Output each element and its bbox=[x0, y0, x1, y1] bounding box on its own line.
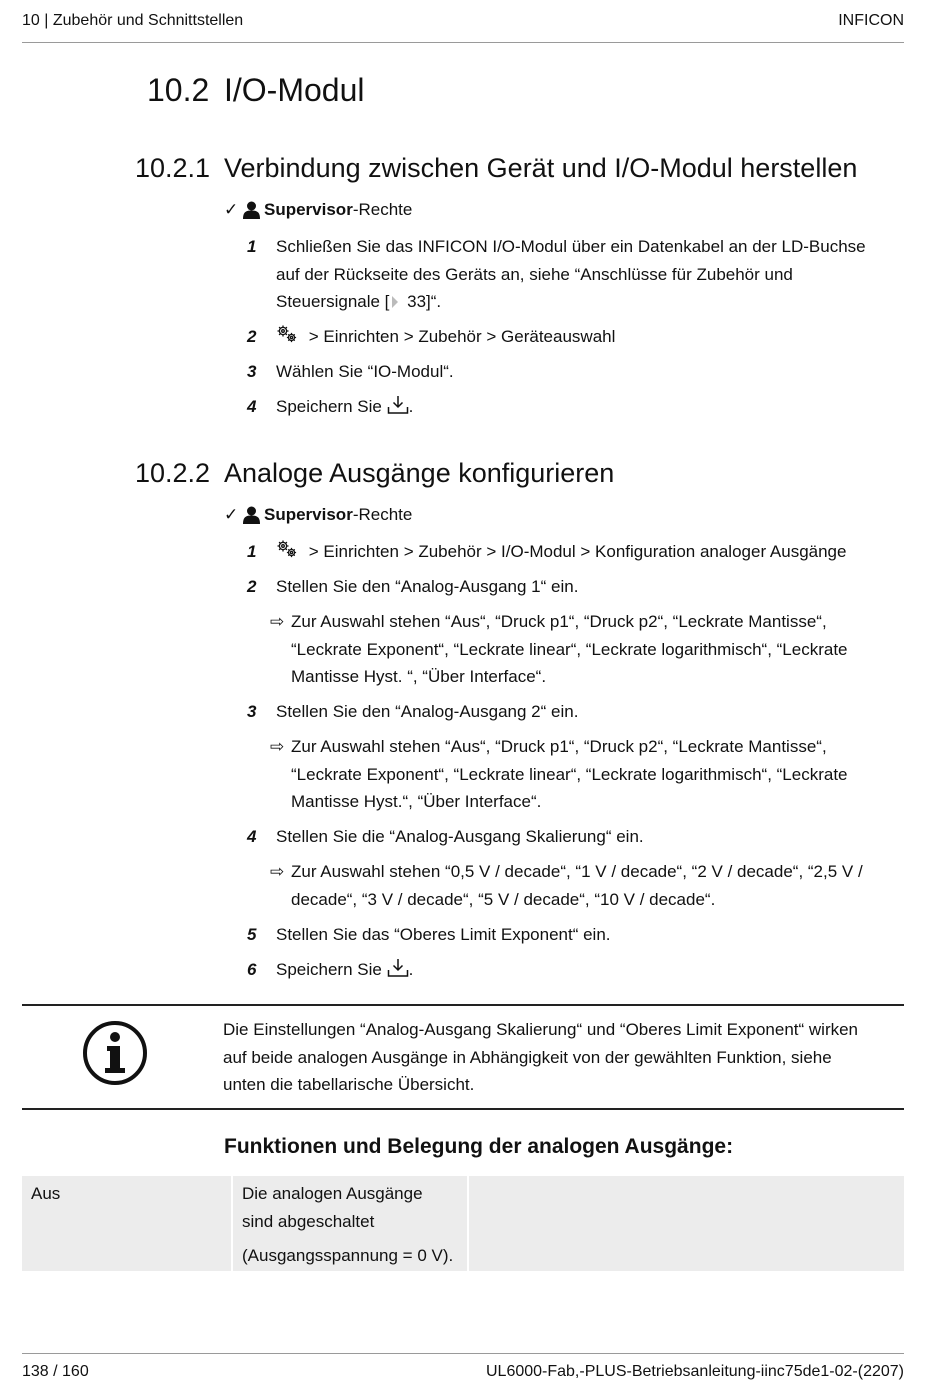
step-number: 4 bbox=[247, 397, 257, 416]
result-arrow-icon: ⇨ bbox=[270, 862, 285, 881]
section-number: 10.2 bbox=[147, 72, 210, 108]
cell-text-line: Die analogen Ausgänge bbox=[242, 1184, 423, 1203]
step-text bbox=[276, 393, 902, 421]
header-chapter: 10 | Zubehör und Schnittstellen bbox=[22, 12, 244, 29]
step-number: 1 bbox=[247, 237, 257, 256]
result-text-line: Mantisse Hyst. “, “Über Interface“. bbox=[291, 667, 547, 686]
header-brand: INFICON bbox=[838, 12, 904, 29]
step-text-line: Steuersignale [ bbox=[276, 292, 390, 311]
info-note bbox=[22, 1004, 904, 1110]
table-cell-function: Aus bbox=[22, 1176, 231, 1271]
step-text-line: auf der Rückseite des Geräts an, siehe “Anschlüsse für Zubehör und bbox=[276, 264, 793, 284]
requirement-line bbox=[224, 200, 412, 220]
step-number: 5 bbox=[247, 925, 257, 944]
step-text: Stellen Sie die “Analog-Ausgang Skalierung“ ein. bbox=[276, 827, 644, 846]
role-name: Supervisor bbox=[264, 505, 353, 524]
step-text: Stellen Sie den “Analog-Ausgang 2“ ein. bbox=[276, 702, 579, 721]
result-item bbox=[270, 858, 902, 913]
step-item bbox=[247, 393, 902, 421]
step-text: Stellen Sie das “Oberes Limit Exponent“ ein. bbox=[276, 925, 611, 944]
step-item bbox=[247, 323, 902, 351]
result-text-line: Mantisse Hyst.“, “Über Interface“. bbox=[291, 792, 542, 811]
user-icon bbox=[243, 201, 260, 219]
result-text-line: Zur Auswahl stehen “0,5 V / decade“, “1 V / decade“, “2 V / decade“, “2,5 V / bbox=[291, 862, 863, 881]
settings-gear-icon bbox=[276, 539, 298, 559]
table-title: Funktionen und Belegung der analogen Ausgänge: bbox=[224, 1135, 734, 1158]
info-icon bbox=[82, 1020, 148, 1086]
settings-gear-icon bbox=[276, 324, 298, 344]
step-item bbox=[247, 233, 902, 316]
document-id: UL6000-Fab,-PLUS-Betriebsanleitung-iinc75de1-02-(2207) bbox=[485, 1363, 904, 1380]
section-heading bbox=[147, 72, 364, 109]
checkmark-icon: ✓ bbox=[224, 505, 239, 524]
step-text bbox=[276, 233, 902, 316]
step-number: 2 bbox=[247, 327, 257, 346]
page-header bbox=[22, 12, 904, 43]
result-text-line: “Leckrate Exponent“, “Leckrate linear“, “Leckrate logarithmisch“, “Leckrate bbox=[291, 639, 848, 659]
note-text bbox=[223, 1016, 891, 1099]
menu-path: > Einrichten > Zubehör > I/O-Modul > Konfiguration analoger Ausgänge bbox=[304, 542, 847, 561]
step-item bbox=[247, 921, 902, 949]
save-download-icon bbox=[387, 958, 409, 978]
step-item bbox=[247, 823, 902, 851]
step-item bbox=[247, 538, 902, 566]
step-number: 3 bbox=[247, 362, 257, 381]
subsection-title: Verbindung zwischen Gerät und I/O-Modul herstellen bbox=[224, 153, 858, 183]
subsection-number: 10.2.2 bbox=[135, 458, 211, 488]
table-cell-description bbox=[233, 1176, 467, 1271]
result-text-line: “Leckrate Exponent“, “Leckrate linear“, “Leckrate logarithmisch“, “Leckrate bbox=[291, 764, 848, 784]
page-number: 138 / 160 bbox=[22, 1363, 89, 1380]
result-item bbox=[270, 608, 902, 691]
step-number: 6 bbox=[247, 960, 257, 979]
step-text-end: . bbox=[408, 960, 414, 979]
table-row bbox=[22, 1176, 904, 1271]
menu-path: > Einrichten > Zubehör > Geräteauswahl bbox=[304, 327, 616, 346]
step-text bbox=[276, 538, 902, 566]
subsection-heading-1 bbox=[135, 153, 857, 184]
step-text: Stellen Sie den “Analog-Ausgang 1“ ein. bbox=[276, 577, 579, 596]
step-number: 4 bbox=[247, 827, 257, 846]
note-text-line: auf beide analogen Ausgänge in Abhängigkeit von der gewählten Funktion, siehe bbox=[223, 1047, 832, 1067]
step-item bbox=[247, 956, 902, 984]
step-item bbox=[247, 698, 902, 726]
user-icon bbox=[243, 506, 260, 524]
page-reference-arrow-icon bbox=[392, 296, 398, 308]
step-text-end: . bbox=[408, 397, 414, 416]
step-text bbox=[276, 956, 902, 984]
step-item bbox=[247, 358, 902, 386]
page-reference-link[interactable]: 33]“. bbox=[402, 292, 442, 311]
step-text bbox=[276, 323, 902, 351]
result-text-line: Zur Auswahl stehen “Aus“, “Druck p1“, “Druck p2“, “Leckrate Mantisse“, bbox=[291, 737, 827, 756]
result-text-line: decade“, “3 V / decade“, “5 V / decade“, “10 V / decade“. bbox=[291, 889, 716, 909]
step-item bbox=[247, 573, 902, 601]
result-text bbox=[291, 858, 902, 913]
step-text-line: Speichern Sie bbox=[276, 397, 387, 416]
result-arrow-icon: ⇨ bbox=[270, 737, 285, 756]
result-text bbox=[291, 608, 902, 691]
role-name: Supervisor bbox=[264, 200, 353, 219]
note-text-line: Die Einstellungen “Analog-Ausgang Skalierung“ und “Oberes Limit Exponent“ wirken bbox=[223, 1020, 859, 1039]
step-text-line: Schließen Sie das INFICON I/O-Modul über ein Datenkabel an der LD-Buchse bbox=[276, 237, 866, 256]
role-suffix: -Rechte bbox=[352, 200, 413, 219]
save-download-icon bbox=[387, 395, 409, 415]
result-text-line: Zur Auswahl stehen “Aus“, “Druck p1“, “Druck p2“, “Leckrate Mantisse“, bbox=[291, 612, 827, 631]
cell-text-line: sind abgeschaltet bbox=[242, 1211, 375, 1231]
subsection-number: 10.2.1 bbox=[135, 153, 211, 183]
note-text-line: unten die tabellarische Übersicht. bbox=[223, 1075, 475, 1094]
table-cell-empty bbox=[469, 1176, 904, 1271]
step-number: 2 bbox=[247, 577, 257, 596]
checkmark-icon: ✓ bbox=[224, 200, 239, 219]
step-text: Wählen Sie “IO-Modul“. bbox=[276, 362, 454, 381]
requirement-line bbox=[224, 505, 412, 525]
subsection-heading-2 bbox=[135, 458, 614, 489]
result-arrow-icon: ⇨ bbox=[270, 612, 285, 631]
result-item bbox=[270, 733, 902, 816]
role-suffix: -Rechte bbox=[352, 505, 413, 524]
result-text bbox=[291, 733, 902, 816]
section-title: I/O-Modul bbox=[224, 72, 365, 108]
step-number: 3 bbox=[247, 702, 257, 721]
step-text-line: Speichern Sie bbox=[276, 960, 387, 979]
step-number: 1 bbox=[247, 542, 257, 561]
page-footer bbox=[22, 1353, 904, 1381]
subsection-title: Analoge Ausgänge konfigurieren bbox=[224, 458, 615, 488]
cell-text-line: (Ausgangsspannung = 0 V). bbox=[242, 1246, 454, 1265]
